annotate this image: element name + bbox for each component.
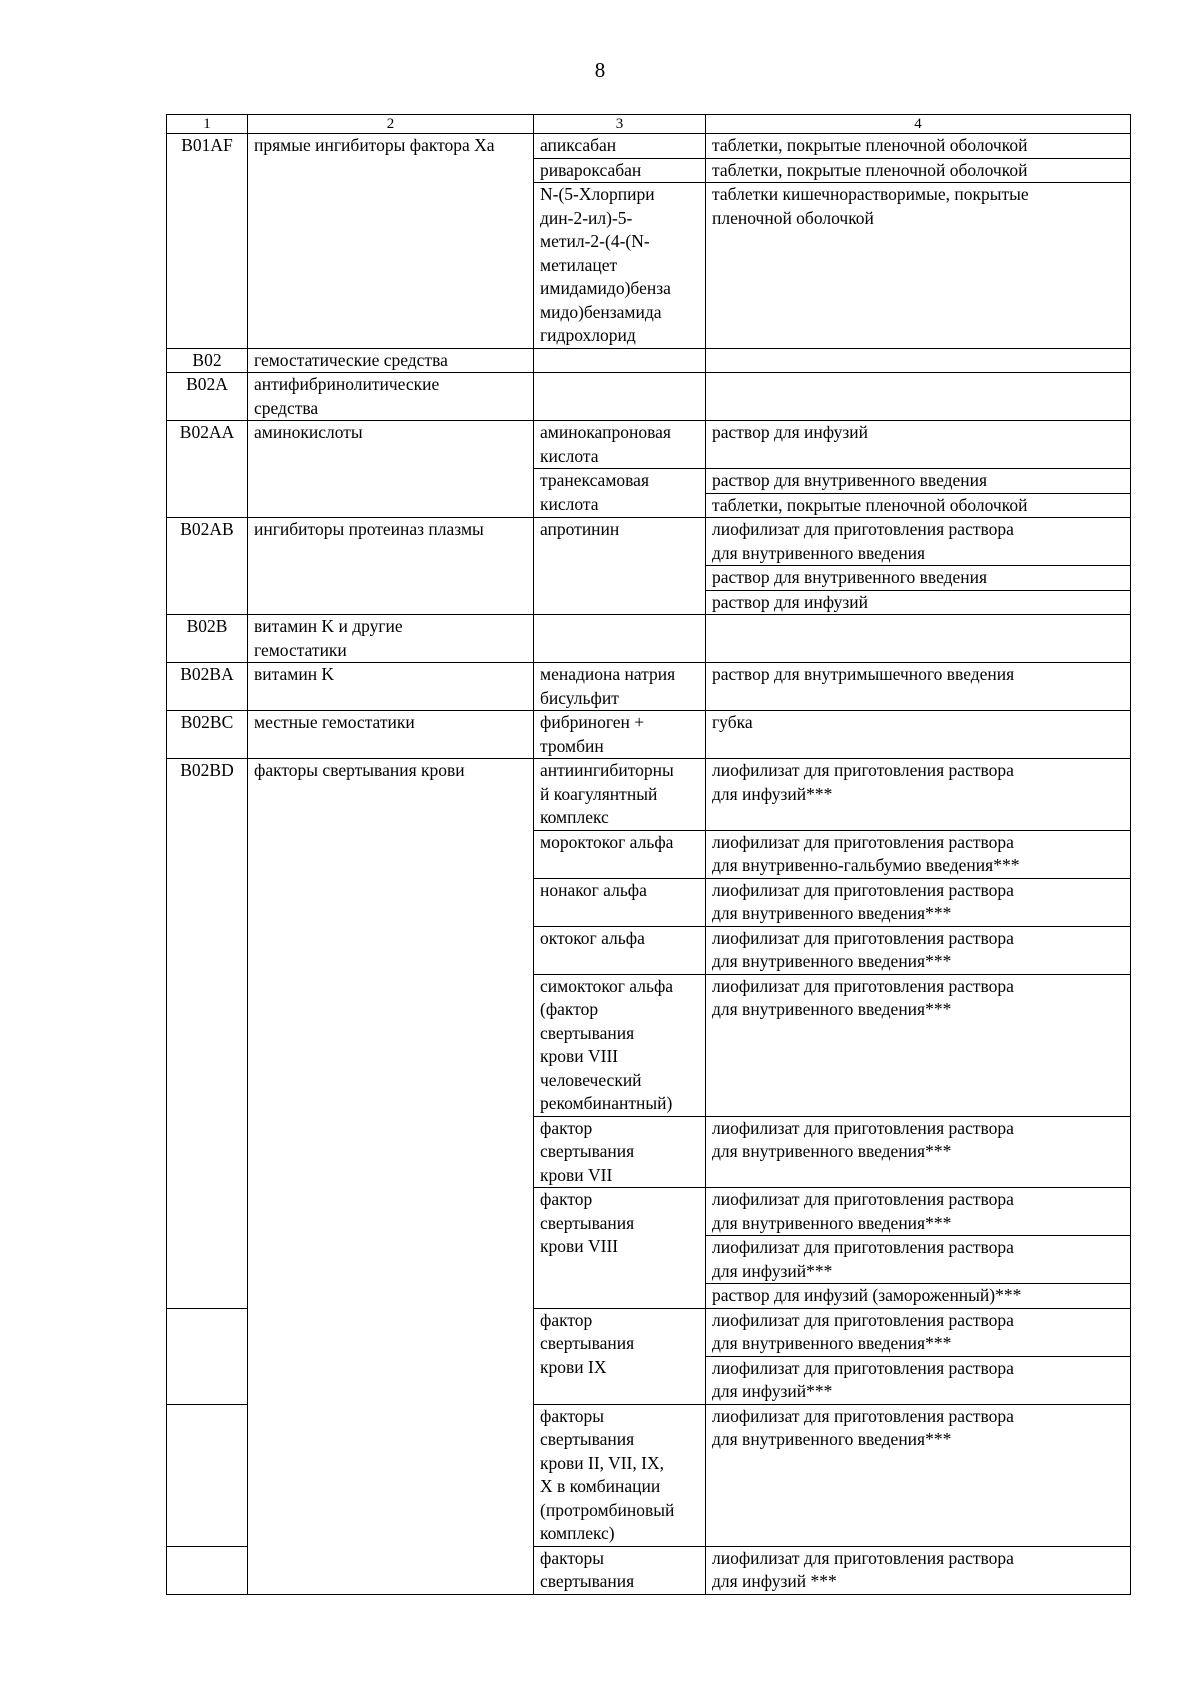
atc-code	[167, 1308, 248, 1404]
group-name: факторы свертывания крови	[248, 759, 534, 1309]
dosage-form: лиофилизат для приготовления раствора для инфузий ***	[706, 1546, 1131, 1594]
dosage-form: таблетки, покрытые пленочной оболочкой	[706, 493, 1131, 518]
dosage-form	[706, 615, 1131, 663]
atc-code: B02	[167, 348, 248, 373]
table-row	[167, 1308, 1131, 1356]
drug-name: апиксабан	[534, 134, 706, 159]
column-header: 2	[248, 115, 534, 134]
atc-code: B02B	[167, 615, 248, 663]
drug-table	[166, 114, 1131, 1595]
dosage-form: раствор для внутримышечного введения	[706, 663, 1131, 711]
dosage-form: раствор для инфузий (замороженный)***	[706, 1284, 1131, 1309]
dosage-form: лиофилизат для приготовления раствора для внутривенного введения***	[706, 1116, 1131, 1188]
group-name: витамин K	[248, 663, 534, 711]
atc-code: B02BA	[167, 663, 248, 711]
column-header: 3	[534, 115, 706, 134]
dosage-form: лиофилизат для приготовления раствора для внутривенного введения***	[706, 974, 1131, 1116]
dosage-form: таблетки, покрытые пленочной оболочкой	[706, 158, 1131, 183]
dosage-form: лиофилизат для приготовления раствора для внутривенного введения	[706, 518, 1131, 566]
drug-name: менадиона натрия бисульфит	[534, 663, 706, 711]
table-header-row	[167, 115, 1131, 134]
dosage-form: лиофилизат для приготовления раствора для внутривенного введения***	[706, 926, 1131, 974]
dosage-form: раствор для внутривенного введения	[706, 469, 1131, 494]
group-name: антифибринолитические средства	[248, 373, 534, 421]
group-name: ингибиторы протеиназ плазмы	[248, 518, 534, 615]
atc-code: B02BD	[167, 759, 248, 1309]
drug-name	[534, 615, 706, 663]
drug-name: фактор свертывания крови IX	[534, 1308, 706, 1404]
table-row	[167, 373, 1131, 421]
dosage-form: раствор для инфузий	[706, 421, 1131, 469]
dosage-form: таблетки, покрытые пленочной оболочкой	[706, 134, 1131, 159]
drug-name: апротинин	[534, 518, 706, 615]
page-number: 8	[594, 58, 606, 82]
drug-name: антиингибиторны й коагулянтный комплекс	[534, 759, 706, 831]
table-row	[167, 759, 1131, 831]
atc-code: B01AF	[167, 134, 248, 349]
atc-code	[167, 1404, 248, 1546]
drug-name: октоког альфа	[534, 926, 706, 974]
drug-name: фактор свертывания крови VIII	[534, 1188, 706, 1309]
column-header: 1	[167, 115, 248, 134]
table-row	[167, 348, 1131, 373]
atc-code: B02AB	[167, 518, 248, 615]
atc-code: B02AA	[167, 421, 248, 518]
drug-name	[534, 373, 706, 421]
dosage-form: лиофилизат для приготовления раствора для внутривенного введения***	[706, 878, 1131, 926]
dosage-form: лиофилизат для приготовления раствора для внутривенного введения***	[706, 1308, 1131, 1356]
dosage-form: лиофилизат для приготовления раствора для инфузий***	[706, 1236, 1131, 1284]
dosage-form: раствор для инфузий	[706, 590, 1131, 615]
drug-name: нонаког альфа	[534, 878, 706, 926]
drug-name: симоктоког альфа (фактор свертывания крови VIII человеческий рекомбинантный)	[534, 974, 706, 1116]
dosage-form: лиофилизат для приготовления раствора для внутривенного введения***	[706, 1188, 1131, 1236]
table-row	[167, 421, 1131, 469]
group-name	[248, 1308, 534, 1594]
dosage-form: раствор для внутривенного введения	[706, 566, 1131, 591]
group-name: местные гемостатики	[248, 711, 534, 759]
atc-code	[167, 1546, 248, 1594]
dosage-form: лиофилизат для приготовления раствора для внутривенного введения***	[706, 1404, 1131, 1546]
group-name: витамин K и другие гемостатики	[248, 615, 534, 663]
drug-name: аминокапроновая кислота	[534, 421, 706, 469]
atc-code: B02A	[167, 373, 248, 421]
dosage-form: лиофилизат для приготовления раствора для внутривенно-гальбумио введения***	[706, 830, 1131, 878]
drug-name: факторы свертывания	[534, 1546, 706, 1594]
drug-name: факторы свертывания крови II, VII, IX, X в комбинации (протромбиновый комплекс)	[534, 1404, 706, 1546]
dosage-form: таблетки кишечнорастворимые, покрытые пленочной оболочкой	[706, 183, 1131, 349]
table-row	[167, 134, 1131, 159]
group-name: гемостатические средства	[248, 348, 534, 373]
drug-name: транексамовая кислота	[534, 469, 706, 518]
dosage-form: губка	[706, 711, 1131, 759]
group-name: прямые ингибиторы фактора Xa	[248, 134, 534, 349]
dosage-form	[706, 348, 1131, 373]
drug-name: N-(5-Хлорпири дин-2-ил)-5- метил-2-(4-(N- метилацет имидамидо)бенза мидо)бензамида гидрохлорид	[534, 183, 706, 349]
drug-name: мороктоког альфа	[534, 830, 706, 878]
dosage-form	[706, 373, 1131, 421]
dosage-form: лиофилизат для приготовления раствора для инфузий***	[706, 759, 1131, 831]
table-row	[167, 711, 1131, 759]
group-name: аминокислоты	[248, 421, 534, 518]
drug-name: фактор свертывания крови VII	[534, 1116, 706, 1188]
drug-name: фибриноген + тромбин	[534, 711, 706, 759]
table-row	[167, 615, 1131, 663]
dosage-form: лиофилизат для приготовления раствора для инфузий***	[706, 1356, 1131, 1404]
atc-code: B02BC	[167, 711, 248, 759]
column-header: 4	[706, 115, 1131, 134]
table-row	[167, 663, 1131, 711]
table-row	[167, 518, 1131, 566]
drug-name: ривароксабан	[534, 158, 706, 183]
drug-name	[534, 348, 706, 373]
